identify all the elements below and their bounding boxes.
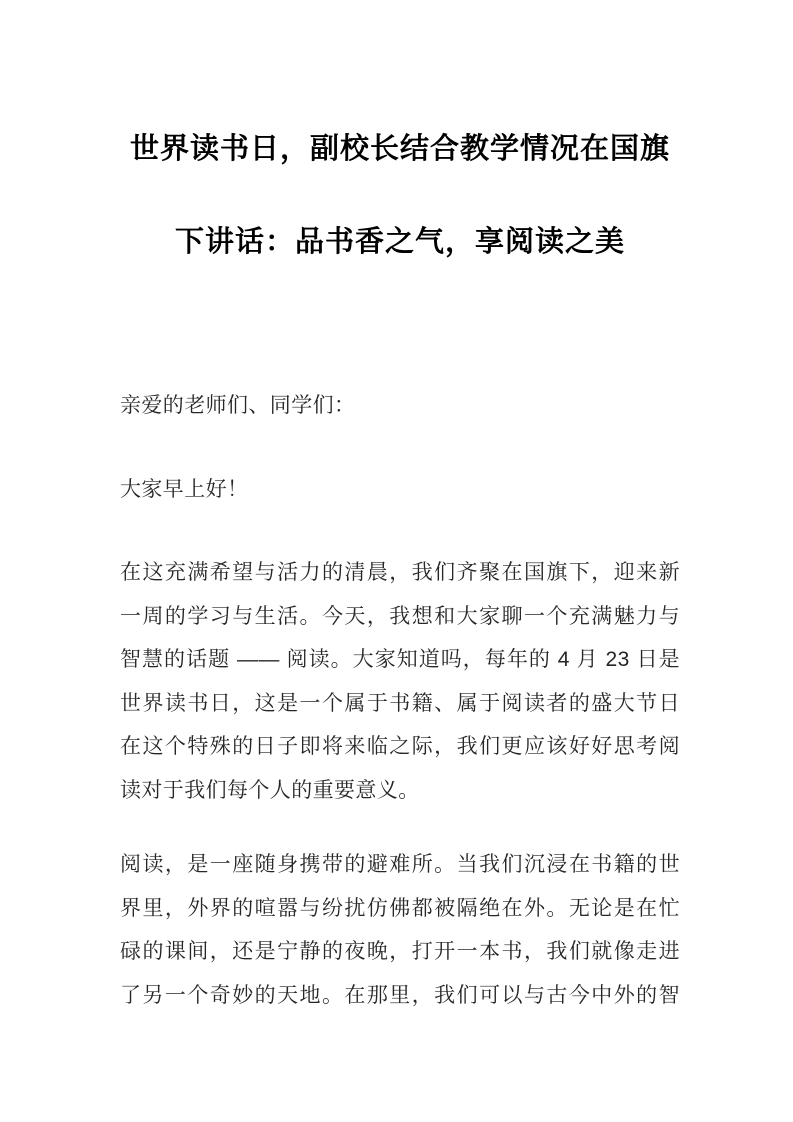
paragraph-1-line-5: 在这个特殊的日子即将来临之际，我们更应该好好思考阅 (120, 735, 680, 758)
greeting-line: 大家早上好！ (120, 477, 249, 501)
paragraph-1-line-1: 在这充满希望与活力的清晨，我们齐聚在国旗下，迎来新 (120, 561, 680, 584)
paragraph-1 (120, 551, 680, 812)
document-title (120, 103, 680, 289)
paragraph-1-line-3: 智慧的话题 —— 阅读。大家知道吗，每年的 4 月 23 日是 (120, 648, 680, 671)
paragraph-1-line-2: 一周的学习与生活。今天，我想和大家聊一个充满魅力与 (120, 604, 680, 628)
paragraph-salutation (120, 384, 680, 428)
paragraph-2 (120, 843, 680, 1017)
salutation-line: 亲爱的老师们、同学们： (120, 394, 356, 417)
paragraph-2-line-4: 了另一个奇妙的天地。在那里，我们可以与古今中外的智 (120, 983, 680, 1007)
paragraph-2-line-3: 碌的课间，还是宁静的夜晚，打开一本书，我们就像走进 (120, 940, 680, 963)
paragraph-1-line-6: 读对于我们每个人的重要意义。 (120, 778, 420, 802)
document-body (120, 384, 680, 1017)
title-line-1: 世界读书日，副校长结合教学情况在国旗 (129, 133, 670, 165)
title-line-2: 下讲话：品书香之气，享阅读之美 (174, 226, 625, 258)
paragraph-greeting (120, 468, 680, 512)
paragraph-2-line-1: 阅读，是一座随身携带的避难所。当我们沉浸在书籍的世 (120, 853, 680, 876)
paragraph-1-line-4: 世界读书日，这是一个属于书籍、属于阅读者的盛大节日 (120, 691, 680, 715)
paragraph-2-line-2: 界里，外界的喧嚣与纷扰仿佛都被隔绝在外。无论是在忙 (120, 896, 680, 920)
